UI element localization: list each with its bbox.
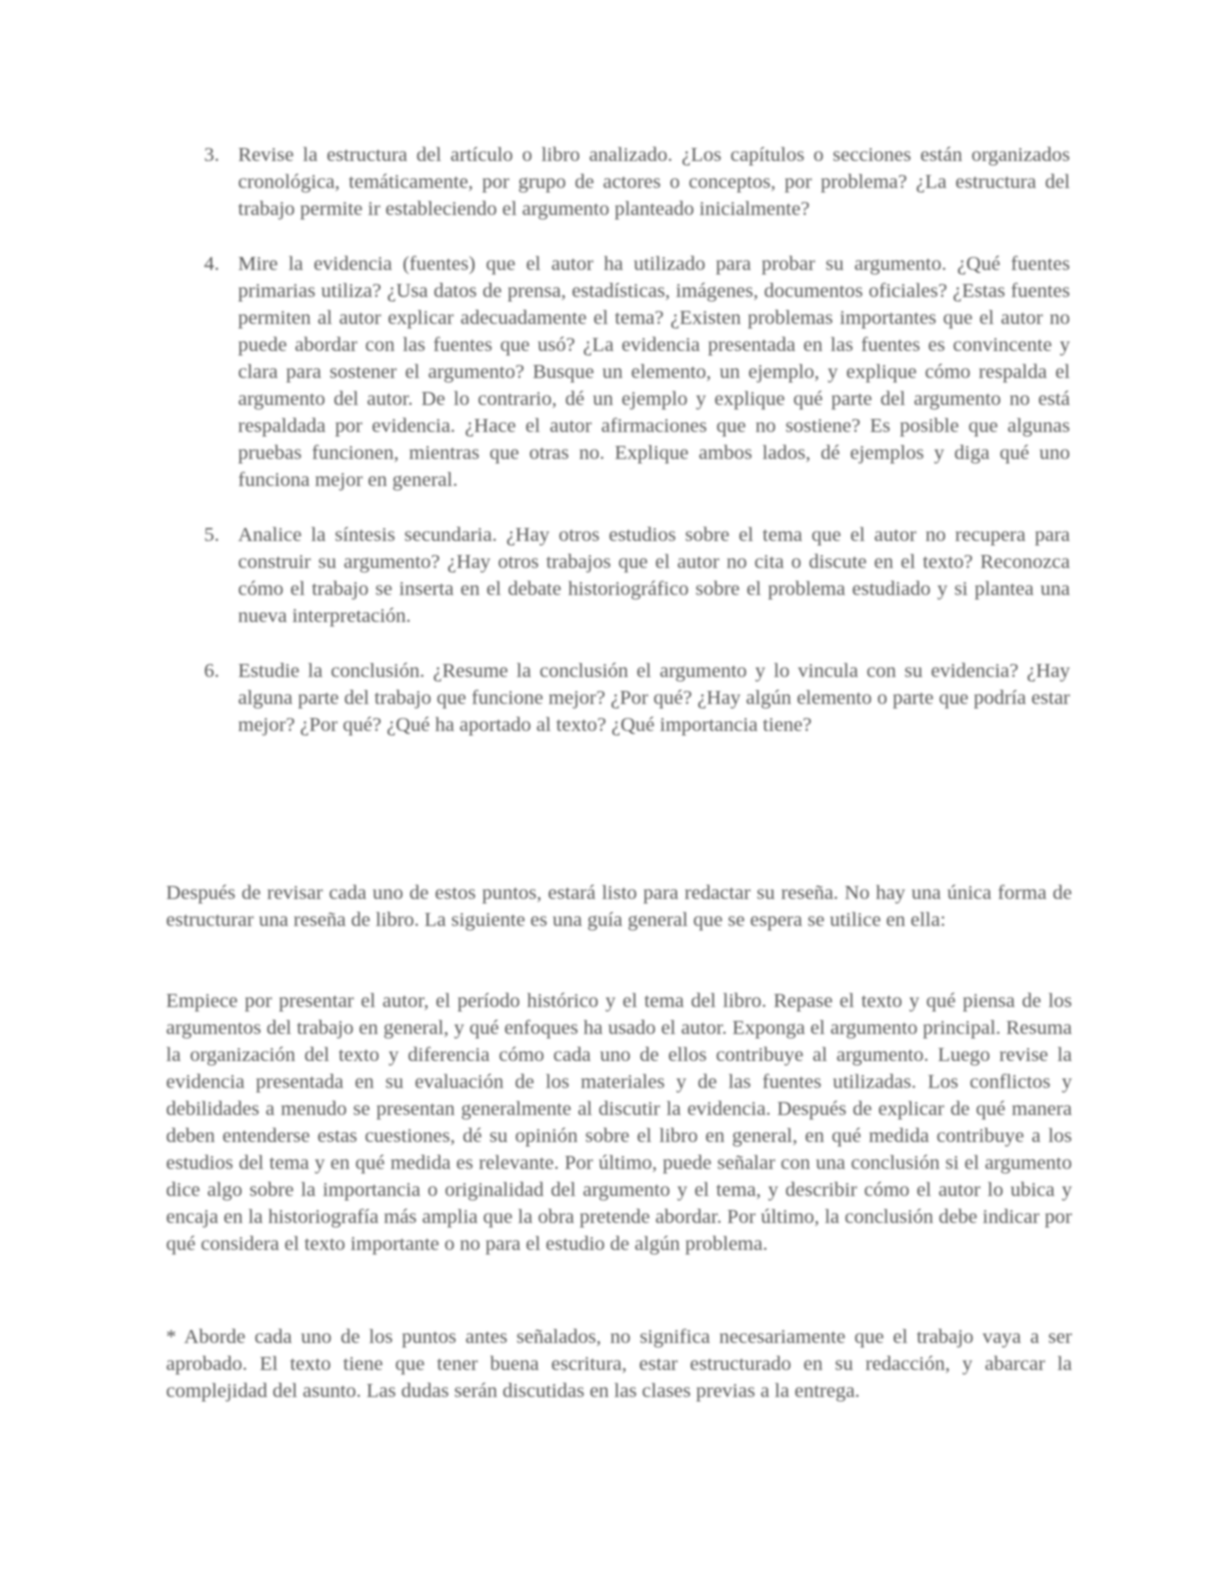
list-item-text: Mire la evidencia (fuentes) que el autor ha utilizado para probar su argumento. ¿Qué fuentes primarias utiliza? ¿Usa datos de prensa, estadísticas, imágenes, documentos oficiales? ¿Estas fuentes permiten al autor explicar adecuadamente el tema? ¿Existen problemas importantes que el autor no puede abordar con las fuentes que usó? ¿La evidencia presentada en las fuentes es convincente y clara para sostener el argumento? Busque un elemento, un ejemplo, y explique cómo respalda el argumento del autor. De lo contrario, dé un ejemplo y explique qué parte del argumento no está respaldada por evidencia. ¿Hace el autor afirmaciones que no sostiene? Es posible que algunas pruebas funcionen, mientras que otras no. Explique ambos lados, dé ejemplos y diga qué uno funciona mejor en general. (238, 253, 1070, 491)
list-item-5 (196, 522, 1070, 630)
paragraph-note: * Aborde cada uno de los puntos antes señalados, no significa necesariamente que el trabajo vaya a ser aprobado. El texto tiene que tener buena escritura, estar estructurado en su redacción, y abarcar la complejidad del asunto. Las dudas serán discutidas en las clases previas a la entrega. (166, 1326, 1072, 1402)
list-number: 3. (204, 144, 220, 166)
list-item-text: Estudie la conclusión. ¿Resume la conclusión el argumento y lo vincula con su evidencia? ¿Hay alguna parte del trabajo que funcione mejor? ¿Por qué? ¿Hay algún elemento o parte que podría estar mejor? ¿Por qué? ¿Qué ha aportado al texto? ¿Qué importancia tiene? (238, 660, 1070, 736)
list-item-text: Revise la estructura del artículo o libro analizado. ¿Los capítulos o secciones están organizados cronológica, temáticamente, por grupo de actores o conceptos, por problema? ¿La estructura del trabajo permite ir estableciendo el argumento planteado inicialmente? (238, 144, 1070, 220)
list-item-6 (196, 658, 1070, 739)
list-number: 5. (204, 524, 220, 546)
list-item-text: Analice la síntesis secundaria. ¿Hay otros estudios sobre el tema que el autor no recupera para construir su argumento? ¿Hay otros trabajos que el autor no cita o discute en el texto? Reconozca cómo el trabajo se inserta en el debate historiográfico sobre el problema estudiado y si plantea una nueva interpretación. (238, 524, 1070, 627)
list-number: 6. (204, 660, 220, 682)
list-item-3 (196, 142, 1070, 223)
list-number: 4. (204, 253, 220, 275)
numbered-list (196, 142, 1070, 767)
paragraph-guide: Empiece por presentar el autor, el período histórico y el tema del libro. Repase el texto y qué piensa de los argumentos del trabajo en general, y qué enfoques ha usado el autor. Exponga el argumento principal. Resuma la organización del texto y diferencia cómo cada uno de ellos contribuye al argumento. Luego revise la evidencia presentada en su evaluación de los materiales y de las fuentes utilizadas. Los conflictos y debilidades a menudo se presentan generalmente al discutir la evidencia. Después de explicar de qué manera deben entenderse estas cuestiones, dé su opinión sobre el libro en general, en qué medida contribuye a los estudios del tema y en qué medida es relevante. Por último, puede señalar con una conclusión si el argumento dice algo sobre la importancia o originalidad del argumento y el tema, y describir cómo el autor lo ubica y encaja en la historiografía más amplia que la obra pretende abordar. Por último, la conclusión debe indicar por qué considera el texto importante o no para el estudio de algún problema. (166, 990, 1072, 1255)
paragraph-intro: Después de revisar cada uno de estos puntos, estará listo para redactar su reseña. No hay una única forma de estructurar una reseña de libro. La siguiente es una guía general que se espera se utilice en ella: (166, 882, 1072, 931)
list-item-4 (196, 251, 1070, 494)
